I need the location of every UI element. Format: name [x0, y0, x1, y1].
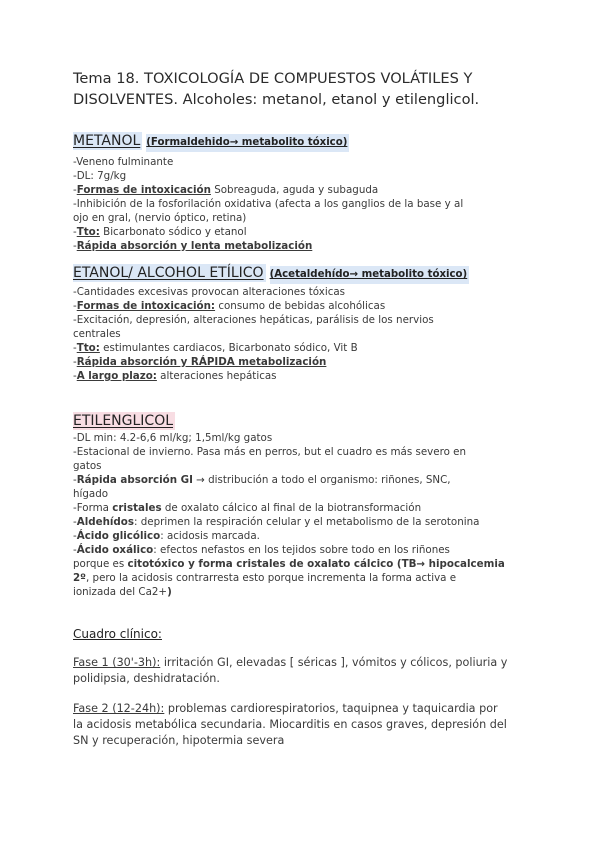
metanol-line: -DL: 7g/kg	[73, 170, 127, 182]
fase-line: la acidosis metabólica secundaria. Miocarditis en casos graves, depresión del	[73, 718, 507, 731]
etilenglicol-line: -Aldehídos: deprimen la respiración celular y el metabolismo de la serotonina	[73, 516, 480, 528]
etanol-line: -A largo plazo: alteraciones hepáticas	[73, 370, 277, 382]
metanol-line: -Rápida absorción y lenta metabolización	[73, 240, 313, 252]
etanol-line: -Rápida absorción y RÁPIDA metabolización	[73, 356, 327, 368]
section-etilenglicol	[73, 410, 533, 599]
metanol-title: METANOL	[73, 133, 141, 149]
metanol-line: -Formas de intoxicación Sobreaguda, aguda y subaguda	[73, 184, 379, 196]
etilenglicol-line: -Rápida absorción GI → distribución a todo el organismo: riñones, SNC,	[73, 474, 451, 486]
metanol-line: -Tto: Bicarbonato sódico y etanol	[73, 226, 247, 238]
etilenglicol-title: ETILENGLICOL	[73, 413, 174, 429]
cuadro-heading: Cuadro clínico:	[73, 627, 162, 641]
etilenglicol-heading	[73, 410, 533, 430]
etanol-line: -Excitación, depresión, alteraciones hepáticas, parálisis de los nervios	[73, 314, 434, 326]
metanol-line: ojo en gral, (nervio óptico, retina)	[73, 212, 247, 224]
section-cuadro-clinico	[73, 627, 533, 749]
etilenglicol-line: -Ácido oxálico: efectos nefastos en los tejidos sobre todo en los riñones	[73, 544, 450, 556]
etanol-heading	[73, 262, 533, 284]
etilenglicol-line: -Forma cristales de oxalato cálcico al final de la biotransformación	[73, 502, 422, 514]
etilenglicol-line: porque es citotóxico y forma cristales de oxalato cálcico (TB→ hipocalcemia	[73, 558, 505, 570]
etanol-subtitle: (Acetaldehído→ metabolito tóxico)	[270, 266, 470, 284]
fase-line: SN y recuperación, hipotermia severa	[73, 734, 285, 747]
metanol-subtitle: (Formaldehido→ metabolito tóxico)	[146, 134, 349, 152]
etilenglicol-line: gatos	[73, 460, 102, 472]
etanol-line: -Formas de intoxicación: consumo de bebidas alcohólicas	[73, 300, 386, 312]
section-etanol	[73, 262, 533, 383]
metanol-line: -Veneno fulminante	[73, 156, 174, 168]
etilenglicol-line: -Ácido glicólico: acidosis marcada.	[73, 530, 260, 542]
etilenglicol-line: hígado	[73, 488, 109, 500]
etilenglicol-line: -DL min: 4.2-6,6 ml/kg; 1,5ml/kg gatos	[73, 432, 273, 444]
etilenglicol-line: -Estacional de invierno. Pasa más en perros, but el cuadro es más severo en	[73, 446, 467, 458]
etilenglicol-line: 2º, pero la acidosis contrarresta esto porque incrementa la forma activa e	[73, 572, 457, 584]
fase-line: Fase 1 (30'-3h): irritación GI, elevadas [ séricas ], vómitos y cólicos, poliuria y	[73, 656, 508, 669]
fase-line: Fase 2 (12-24h): problemas cardiorespiratorios, taquipnea y taquicardia por	[73, 702, 498, 715]
metanol-heading	[73, 130, 533, 152]
page-title: Tema 18. TOXICOLOGÍA DE COMPUESTOS VOLÁTILES Y DISOLVENTES. Alcoholes: metanol, etanol y etilenglicol.	[73, 70, 480, 108]
fase-line: polidipsia, deshidratación.	[73, 672, 220, 685]
section-metanol	[73, 130, 533, 253]
etilenglicol-line: ionizada del Ca2+)	[73, 586, 172, 598]
etanol-title: ETANOL/ ALCOHOL ETÍLICO	[73, 265, 264, 281]
etanol-line: -Tto: estimulantes cardiacos, Bicarbonato sódico, Vit B	[73, 342, 358, 354]
etanol-line: centrales	[73, 328, 121, 340]
metanol-line: -Inhibición de la fosforilación oxidativa (afecta a los ganglios de la base y al	[73, 198, 464, 210]
etanol-line: -Cantidades excesivas provocan alteraciones tóxicas	[73, 286, 346, 298]
